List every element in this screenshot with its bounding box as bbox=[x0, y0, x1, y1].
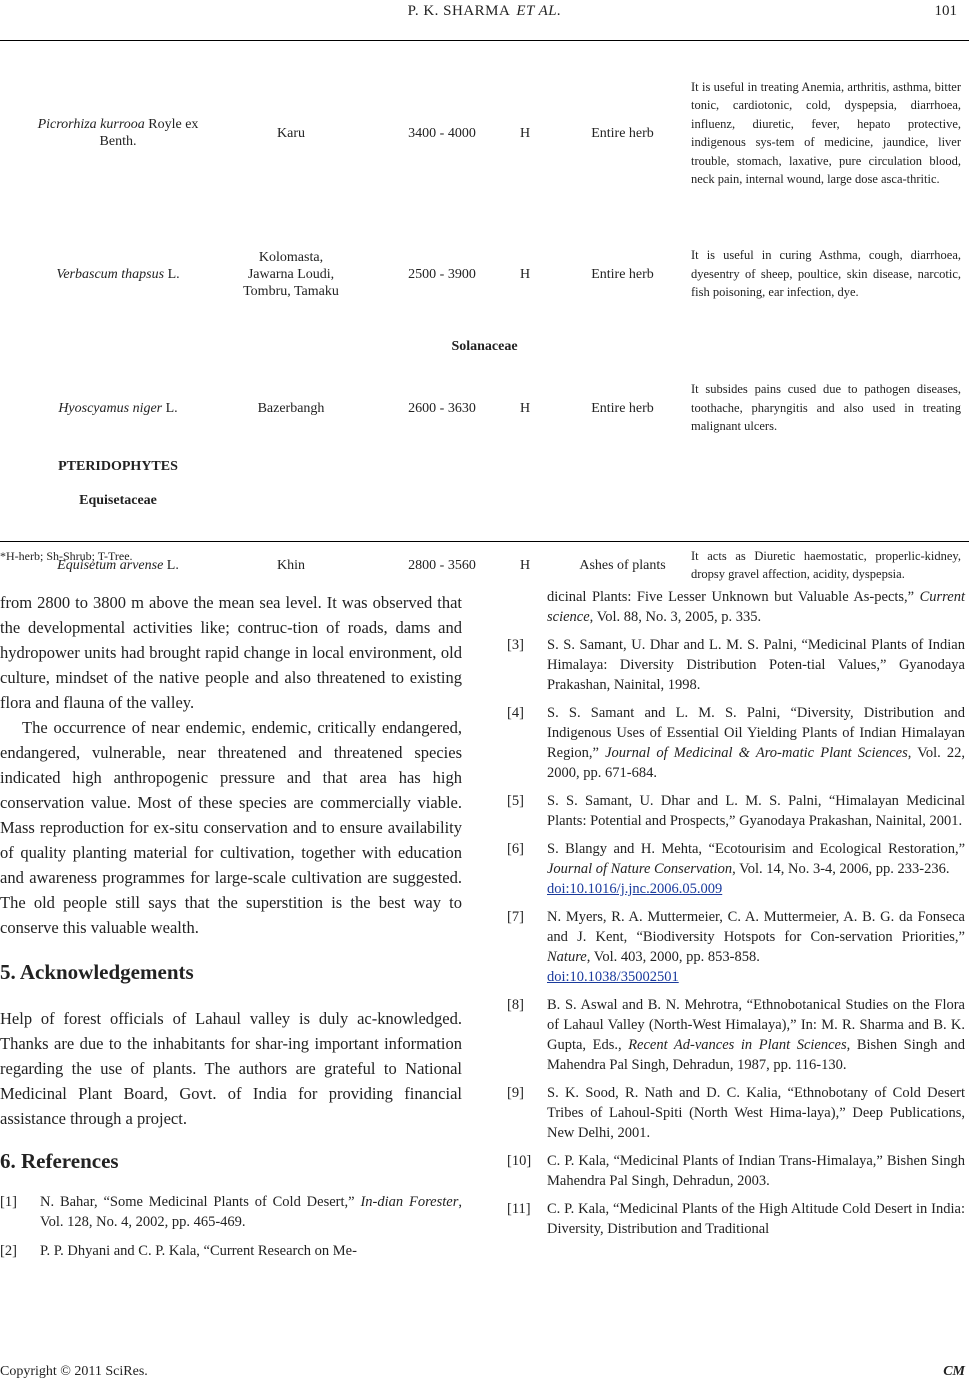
page-header bbox=[0, 0, 969, 41]
doi-link[interactable]: doi:10.1038/35002501 bbox=[547, 969, 679, 985]
family-row bbox=[0, 330, 969, 364]
page-number: 101 bbox=[934, 3, 957, 19]
altitude-cell: 3400 - 4000 bbox=[408, 125, 476, 141]
part-used-cell: Ashes of plants bbox=[579, 557, 666, 573]
species-cell: Verbascum thapsus L. bbox=[56, 266, 180, 282]
species-cell: Equisetum arvense L. bbox=[57, 557, 179, 573]
journal-abbrev: CM bbox=[943, 1364, 965, 1379]
acknowledgements-heading: 5. Acknowledgements bbox=[0, 960, 194, 984]
family-heading: Equisetaceae bbox=[79, 493, 157, 508]
local-name-cell: Khin bbox=[277, 557, 305, 573]
reference-item: [10] C. P. Kala, “Medicinal Plants of Indian Trans-Himalaya,” Bishen Singh Mahendra Pal Singh, Dehradun, 2003. bbox=[507, 1153, 965, 1189]
group-row bbox=[0, 452, 969, 482]
altitude-cell: 2800 - 3560 bbox=[408, 557, 476, 573]
habit-cell: H bbox=[519, 125, 531, 141]
running-title bbox=[0, 3, 969, 20]
reference-item: [9] S. K. Sood, R. Nath and D. C. Kalia, “Ethnobotany of Cold Desert Tribes of Lahoul-Spiti (North West Hima-laya),” Deep Publications, New Delhi, 2001. bbox=[507, 1085, 965, 1141]
reference-item: [1] N. Bahar, “Some Medicinal Plants of Cold Desert,” In-dian Forester, Vol. 128, No. 4, 2002, pp. 465-469. bbox=[0, 1194, 462, 1230]
table-row bbox=[0, 364, 969, 452]
family-heading: Solanaceae bbox=[451, 339, 518, 354]
altitude-cell: 2500 - 3900 bbox=[408, 266, 476, 282]
habit-cell: H bbox=[519, 400, 531, 416]
reference-item: dicinal Plants: Five Lesser Unknown but Valuable As-pects,” Current science, Vol. 88, No. 3, 2005, p. 335. bbox=[547, 589, 965, 625]
table-footnote: *H-herb; Sh-Shrub; T-Tree. bbox=[0, 549, 133, 563]
reference-item: [11] C. P. Kala, “Medicinal Plants of the High Altitude Cold Desert in India: Diversity, Distribution and Traditional bbox=[507, 1201, 965, 1237]
right-column bbox=[507, 587, 965, 1239]
table-bottom-rule bbox=[0, 541, 969, 542]
references-heading: 6. References bbox=[0, 1149, 119, 1173]
reference-item: [6] S. Blangy and H. Mehta, “Ecotourisim and Ecological Restoration,” Journal of Nature Conservation, Vol. 14, No. 3-4, 2006, pp. 233-236. doi:10.1016/j.jnc.2006.05.009 bbox=[507, 841, 965, 897]
group-heading: PTERIDOPHYTES bbox=[58, 459, 178, 474]
habit-cell: H bbox=[519, 557, 531, 573]
acknowledgements-text: Help of forest officials of Lahaul valley is duly ac-knowledged. Thanks are due to the inhabitants for shar-ing important information regarding the use of plants. The authors are grateful to National Medicinal Plant Board, Govt. of India for providing financial assistance through a project. bbox=[0, 1009, 462, 1128]
uses-cell: It acts as Diuretic haemostatic, properlic-kidney, dropsy gravel affection, acidity, dyspepsia. bbox=[691, 548, 961, 581]
uses-cell: It is useful in curing Asthma, cough, diarrhoea, dyesentry of sheep, poultice, skin disease, narcotic, fish poisoning, ear infection, dye. bbox=[691, 248, 961, 300]
species-cell: Hyoscyamus niger L. bbox=[58, 400, 178, 416]
altitude-cell: 2600 - 3630 bbox=[408, 400, 476, 416]
copyright-text: Copyright © 2011 SciRes. bbox=[0, 1364, 148, 1379]
reference-item: [3] S. S. Samant, U. Dhar and L. M. S. Palni, “Medicinal Plants of Indian Himalaya: Diversity Distribution Poten-tial Values,” Gyanodaya Prakashan, Nainital, 1998. bbox=[507, 637, 965, 693]
local-name-cell: Karu bbox=[277, 125, 305, 141]
part-used-cell: Entire herb bbox=[591, 400, 654, 416]
part-used-cell: Entire herb bbox=[591, 266, 654, 282]
body-paragraph: The occurrence of near endemic, endemic, critically endangered, endangered, vulnerable, near threatened and threatened species indicated high anthropogenic pressure and that area has high conservation value. Most of these species are commercially viable. Mass reproduction for ex-situ conservation and to ensure availability of quality planting material for cultivation, together with education and awareness programmes for large-scale cultivation are suggested. The old people still says that the superstition is the best way to conserve this valuable wealth. bbox=[0, 718, 462, 937]
reference-item: [4] S. S. Samant and L. M. S. Palni, “Diversity, Distribution and Indigenous Uses of Essential Oil Yielding Plants of Indian Himalayan Region,” Journal of Medicinal & Aro-matic Plant Sciences, Vol. 22, 2000, pp. 671-684. bbox=[507, 705, 965, 781]
family-row bbox=[0, 482, 969, 520]
uses-cell: It subsides pains cused due to pathogen diseases, toothache, pharyngitis and also used in treating malignant ulcers. bbox=[691, 382, 961, 434]
header-etal: ET AL. bbox=[516, 3, 562, 19]
local-name-cell: Bazerbangh bbox=[257, 400, 325, 416]
reference-item: [8] B. S. Aswal and B. N. Mehrotra, “Ethnobotanical Studies on the Flora of Lahaul Valley (North-West Himalaya),” In: M. R. Sharma and B. K. Gupta, Eds., Recent Ad-vances in Plant Sciences, Bishen Singh and Mahendra Pal Singh, Dehradun, 1987, pp. 116-130. bbox=[507, 997, 965, 1073]
local-name-cell: Kolomasta, Jawarna Loudi, Tombru, Tamaku bbox=[243, 249, 339, 299]
doi-link[interactable]: doi:10.1016/j.jnc.2006.05.009 bbox=[547, 881, 723, 897]
left-column bbox=[0, 590, 462, 1261]
reference-item: [2] P. P. Dhyani and C. P. Kala, “Current Research on Me- bbox=[0, 1243, 357, 1259]
habit-cell: H bbox=[519, 266, 531, 282]
uses-cell: It is useful in treating Anemia, arthritis, asthma, bitter tonic, cardiotonic, cold, dyspepsia, diarrhoea, influenz, diuretic, fever, hepato protective, indigenous sys-tem of medicine, jaundice, liver trouble, stomach, laxative, pure circulation blood, neck pain, internal wound, large dose asca-thritic. bbox=[691, 79, 961, 186]
reference-item: [5] S. S. Samant, U. Dhar and L. M. S. Palni, “Himalayan Medicinal Plants: Potential and Prospects,” Gyanodaya Prakashan, Nainital, 2001. bbox=[507, 793, 965, 829]
table-row bbox=[0, 48, 969, 218]
header-authors: P. K. SHARMA bbox=[407, 3, 511, 19]
species-cell: Picrorhiza kurrooa Royle ex Benth. bbox=[37, 117, 199, 149]
table-row bbox=[0, 218, 969, 330]
part-used-cell: Entire herb bbox=[591, 125, 654, 141]
body-paragraph: from 2800 to 3800 m above the mean sea level. It was observed that the developmental activities like; contruc-tion of roads, dams and hydropower units had brought rapid change in local environment, old culture, mindset of the native people and also threatened to existing flora and flauna of the valley. bbox=[0, 593, 462, 712]
reference-item: [7] N. Myers, R. A. Muttermeier, C. A. Muttermeier, A. B. G. da Fonseca and J. Kent, “Biodiversity Hotspots for Con-servation Priorities,” Nature, Vol. 403, 2000, pp. 853-858. doi:10.1038/35002501 bbox=[507, 909, 965, 985]
plants-table bbox=[0, 48, 969, 610]
